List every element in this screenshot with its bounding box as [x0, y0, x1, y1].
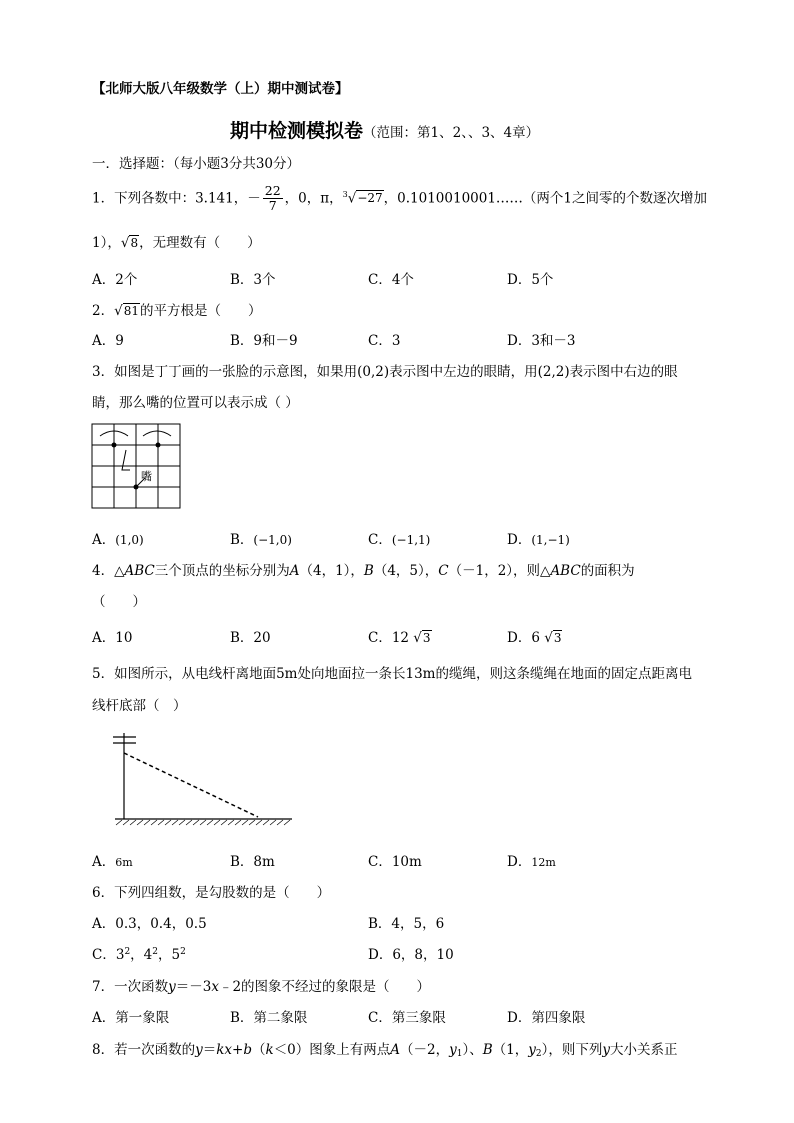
q3-option-b[interactable]: [230, 528, 292, 548]
q2-option-a[interactable]: A．9: [92, 333, 124, 349]
question-5-line-1: 5．如图所示，从电线杆离地面5m处向地面拉一条长13m的缆绳，则这条缆绳在地面的固定点距离电: [92, 666, 692, 682]
q3-option-c-letter: C．: [368, 532, 392, 548]
question-3-line-2: 睛，那么嘴的位置可以表示成（ ）: [92, 395, 299, 411]
q1-option-b[interactable]: B．3个: [230, 272, 276, 288]
question-1-line-1: 1．下列各数中：3.141，－ $\frac{22}{7}$ ，0，π，$^3$√−27，0.1010010001……（两个1之间零的个数逐次增加: [92, 183, 708, 214]
q4-t5: 的面积为: [580, 563, 635, 579]
cube-root-radicand: −27: [357, 191, 383, 206]
fraction-denominator: 7: [268, 198, 277, 214]
title-text: 期中检测模拟卷: [230, 120, 364, 142]
q6-option-a[interactable]: A．0.3，0.4，0.5: [92, 916, 207, 932]
q2-option-c[interactable]: C．3: [368, 333, 401, 349]
q5-option-a-letter: A．: [92, 854, 116, 870]
q7-eq: ＝－3: [175, 979, 212, 995]
q7-option-b[interactable]: B．第二象限: [230, 1010, 308, 1026]
q8-plus: +: [232, 1042, 244, 1058]
triangle-name: ABC: [124, 563, 155, 579]
q1-option-c[interactable]: C．4个: [368, 272, 414, 288]
q7-post: ﹣2的图象不经过的象限是（ ）: [218, 979, 431, 995]
subscript: 2: [535, 1049, 542, 1059]
subscript: 1: [456, 1049, 463, 1059]
sqrt-radicand: 3: [553, 631, 562, 645]
sqrt-radicand: 81: [123, 304, 139, 318]
q4-t4: （－1，2），则△: [448, 563, 551, 579]
fraction: [263, 184, 283, 214]
q8-ptb-post: ），则下列: [541, 1042, 603, 1058]
q4-t2: （4，1），: [299, 563, 364, 579]
q4-pre: 4．△: [92, 563, 125, 579]
q3-option-b-value: (−1,0): [253, 533, 292, 547]
q8-tail: 大小关系正: [610, 1042, 678, 1058]
question-7: [92, 975, 430, 995]
q3-option-c[interactable]: [368, 528, 430, 548]
q1-option-a[interactable]: A．2个: [92, 272, 138, 288]
var-y2: y: [528, 1042, 536, 1058]
point-c: C: [438, 563, 449, 579]
question-2: 2．√81的平方根是（ ）: [92, 303, 262, 319]
q3-option-a-letter: A．: [92, 532, 116, 548]
base: 5: [171, 947, 181, 963]
q4-t3: （4，5），: [373, 563, 439, 579]
q5-option-c-value: 10m: [391, 854, 422, 870]
fraction-numerator: 22: [264, 183, 281, 198]
var-y: y: [195, 1042, 203, 1058]
q3-option-b-letter: B．: [230, 532, 254, 548]
q7-pre: 7．一次函数: [92, 979, 169, 995]
cube-root-index: 3: [342, 189, 348, 199]
q3-option-c-value: (−1,1): [391, 533, 431, 547]
q1-line2-prefix: 1），: [92, 235, 121, 251]
var-kx: kx: [216, 1042, 233, 1058]
mouth-label: 嘴: [141, 470, 152, 483]
point-a: A: [289, 563, 300, 579]
q1-option-d[interactable]: D．5个: [507, 272, 554, 288]
q4-option-c-text: C．12: [368, 630, 410, 646]
q5-option-b-letter: B．: [230, 854, 254, 870]
q4-option-b[interactable]: B．20: [230, 630, 271, 646]
q3-option-d-value: (1,−1): [531, 533, 570, 547]
q4-option-d-text: D．6: [507, 630, 540, 646]
var-x: x: [211, 979, 219, 995]
question-5-line-2: 线杆底部（ ）: [92, 698, 187, 714]
document-header: 【北师大版八年级数学（上）期中测试卷】: [92, 81, 349, 97]
q1-mid2: ，0.1010010001……（两个1之间零的个数逐次增加: [383, 190, 708, 207]
var-y: y: [168, 979, 176, 995]
triangle-name: ABC: [550, 563, 581, 579]
q4-t1: 三个顶点的坐标分别为: [154, 563, 290, 579]
q7-option-a[interactable]: A．第一象限: [92, 1010, 170, 1026]
q8-ptb-pre: （1，: [492, 1042, 529, 1058]
var-y1: y: [449, 1042, 457, 1058]
exponent: 2: [124, 947, 131, 957]
point-a: A: [390, 1042, 401, 1058]
base: 4: [143, 947, 153, 963]
q8-pta-pre: （－2，: [400, 1042, 450, 1058]
q5-option-b-value: 8m: [253, 854, 275, 870]
q3-option-a[interactable]: [92, 528, 144, 548]
question-3-line-1: 3．如图是丁丁画的一张脸的示意图，如果用(0,2)表示图中左边的眼睛，用(2,2)表示图中右边的眼: [92, 364, 678, 380]
exponent: 2: [180, 947, 186, 957]
q3-option-d[interactable]: [507, 528, 570, 548]
title-scope: （范围：第1、2、、3、4章）: [363, 125, 540, 141]
q5-option-d-letter: D．: [507, 854, 532, 870]
q6-option-c-letter: C．: [92, 947, 116, 963]
q8-cond-post: ＜0）图象上有两点: [273, 1042, 391, 1058]
q5-option-a[interactable]: [92, 850, 133, 870]
question-1-line-2: 1），√8，无理数有（ ）: [92, 235, 261, 251]
q6-option-b[interactable]: B．4，5，6: [368, 916, 445, 932]
point-b: B: [363, 563, 374, 579]
q8-pta-post: ）、: [462, 1042, 483, 1058]
question-4-line-2: （ ）: [92, 594, 146, 610]
var-y: y: [602, 1042, 611, 1058]
q3-option-a-value: (1,0): [115, 533, 144, 547]
right-eye-dot: [156, 443, 161, 448]
face-grid-figure: [90, 420, 186, 512]
q5-option-d-value: 12m: [531, 856, 556, 869]
section-heading: 一．选择题：（每小题3分共30分）: [92, 156, 301, 172]
q4-option-d[interactable]: D．6 √3: [507, 630, 562, 646]
mouth-dot: [134, 485, 139, 490]
q2-number: 2．: [92, 303, 115, 319]
exponent: 2: [152, 947, 158, 957]
nose: [122, 450, 130, 470]
left-eye-dot: [112, 443, 117, 448]
q5-option-a-value: 6m: [115, 856, 133, 869]
q6-option-d[interactable]: D．6，8，10: [368, 947, 454, 963]
q2-option-b[interactable]: B．9和－9: [230, 333, 298, 349]
q5-option-c[interactable]: [368, 850, 422, 870]
q3-option-d-letter: D．: [507, 532, 532, 548]
point-b: B: [482, 1042, 493, 1058]
page-title: [230, 116, 539, 143]
q5-option-d[interactable]: [507, 850, 556, 870]
var-b: b: [243, 1042, 252, 1058]
q1-prefix: 1．下列各数中：3.141，－: [92, 190, 261, 207]
question-6: 6．下列四组数，是勾股数的是（ ）: [92, 885, 331, 901]
q2-suffix: 的平方根是（ ）: [139, 303, 262, 319]
var-k: k: [265, 1042, 274, 1058]
sqrt-radicand: 8: [130, 236, 139, 250]
q8-cond-pre: （: [252, 1042, 266, 1058]
q8-eq: ＝: [202, 1042, 217, 1058]
q2-option-d[interactable]: D．3和－3: [507, 333, 576, 349]
q8-pre: 8．若一次函数的: [92, 1042, 196, 1058]
q6-option-c[interactable]: C．$3^2$，$4^2$，$5^2$: [92, 947, 186, 963]
sqrt-radicand: 3: [422, 631, 431, 645]
q4-option-a[interactable]: A．10: [92, 630, 133, 646]
q1-line2-suffix: ，无理数有（ ）: [139, 235, 261, 251]
q4-option-c[interactable]: C．12 √3: [368, 630, 431, 646]
q7-option-d[interactable]: D．第四象限: [507, 1010, 586, 1026]
question-8-line-1: [92, 1038, 678, 1059]
right-eyebrow: [143, 431, 171, 436]
q5-option-c-letter: C．: [368, 854, 392, 870]
question-4-line-1: [92, 559, 635, 579]
q7-option-c[interactable]: C．第三象限: [368, 1010, 446, 1026]
guy-wire: [124, 753, 258, 817]
pole-figure: [110, 727, 295, 831]
q1-mid1: ，0，π，: [284, 190, 343, 207]
base: 3: [115, 947, 125, 963]
q5-option-b[interactable]: [230, 850, 275, 870]
